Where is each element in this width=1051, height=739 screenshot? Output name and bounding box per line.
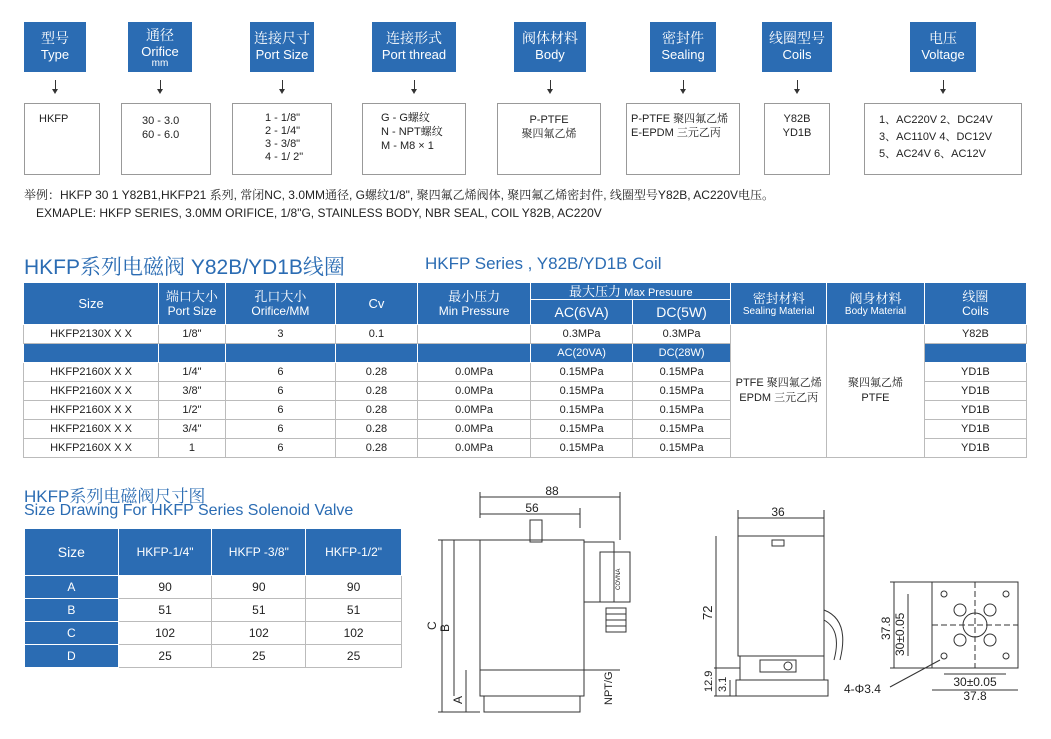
table-row	[24, 325, 1027, 344]
cell: 51	[212, 599, 306, 622]
dim-b: B	[438, 623, 452, 632]
cell: 0.28	[336, 382, 418, 401]
header-box-en: Body	[535, 47, 565, 62]
cell: 0.15MPa	[531, 439, 633, 458]
cell: D	[25, 645, 119, 668]
header-box-orifice	[128, 22, 192, 72]
body-cell: 聚四氟乙烯 PTFE	[827, 325, 925, 458]
cell: DC(28W)	[632, 344, 730, 363]
cell: 0.0MPa	[417, 401, 531, 420]
col-dc: DC(5W)	[632, 300, 730, 325]
cell: 25	[306, 645, 402, 668]
option-box-voltage	[864, 103, 1022, 175]
header-box-coils	[762, 22, 832, 72]
cell: 0.15MPa	[632, 363, 730, 382]
option-box-type	[24, 103, 100, 175]
col-half: HKFP-1/2"	[306, 529, 402, 576]
col-coils: 线圈 Coils	[924, 283, 1026, 325]
dim-72: 72	[700, 605, 715, 620]
cell: 0.15MPa	[632, 401, 730, 420]
cell: 102	[118, 622, 212, 645]
cell	[417, 325, 531, 344]
cell: 25	[212, 645, 306, 668]
header-box-body	[514, 22, 586, 72]
option-line: P-PTFE	[529, 114, 569, 126]
cell: 90	[212, 576, 306, 599]
option-line: Y82B	[783, 113, 811, 125]
cell: 0.15MPa	[632, 439, 730, 458]
option-box-coils	[764, 103, 830, 175]
holes-label: 4-Φ3.4	[844, 682, 881, 696]
size-table	[24, 528, 402, 668]
option-box-port-size	[232, 103, 332, 175]
cell: 90	[306, 576, 402, 599]
option-line: 30 - 3.0	[142, 115, 180, 127]
header-box-en: Coils	[782, 47, 812, 62]
cell: 0.0MPa	[417, 363, 531, 382]
option-line: E-EPDM 三元乙丙	[631, 127, 721, 139]
header-box-zh: 电压	[929, 30, 957, 46]
dim-36: 36	[771, 505, 785, 519]
header-box-zh: 通径	[146, 27, 174, 43]
col-cv: Cv	[336, 283, 418, 325]
cell: 0.28	[336, 363, 418, 382]
header-box-zh: 型号	[41, 30, 69, 46]
dim-12-9: 12.9	[703, 670, 715, 692]
table-row	[25, 599, 402, 622]
table-header-row	[25, 529, 402, 576]
thread-label: NPT/G	[603, 671, 615, 705]
option-line: P-PTFE 聚四氟乙烯	[631, 113, 729, 125]
cell: HKFP2160X X X	[24, 382, 159, 401]
col-size: Size	[25, 529, 119, 576]
header-box-type	[24, 22, 86, 72]
cell: 1/4"	[159, 363, 226, 382]
valve-drawing	[420, 480, 1040, 736]
option-line: M - M8 × 1	[381, 140, 434, 152]
header-box-sealing	[650, 22, 716, 72]
series-title-en: HKFP Series , Y82B/YD1B Coil	[425, 254, 662, 273]
cell: Y82B	[924, 325, 1026, 344]
cell	[225, 344, 335, 363]
example-zh: 举例：HKFP 30 1 Y82B1,HKFP21 系列, 常闭NC, 3.0MM通径, G螺纹1/8", 聚四氟乙烯阀体, 聚四氟乙烯密封件, 线圈型号Y82B, AC220V电压。	[24, 188, 774, 202]
dim-56: 56	[525, 501, 539, 515]
cell: 90	[118, 576, 212, 599]
header-box-unit: mm	[151, 58, 169, 69]
cell: 0.15MPa	[531, 382, 633, 401]
cell: HKFP2160X X X	[24, 439, 159, 458]
cell: 0.28	[336, 420, 418, 439]
option-box-body	[497, 103, 601, 175]
cell: A	[25, 576, 119, 599]
col-port: 端口大小 Port Size	[159, 283, 226, 325]
dim-30-horizontal: 30±0.05	[953, 675, 997, 689]
cell: HKFP2160X X X	[24, 401, 159, 420]
option-line: 3、AC110V 4、DC12V	[879, 131, 992, 143]
col-seal: 密封材料 Sealing Material	[731, 283, 827, 325]
cell: YD1B	[924, 439, 1026, 458]
col-three-eighths: HKFP -3/8"	[212, 529, 306, 576]
dim-88: 88	[545, 484, 559, 498]
cell	[336, 344, 418, 363]
cell: 0.28	[336, 401, 418, 420]
cell: 6	[225, 382, 335, 401]
cell: 6	[225, 439, 335, 458]
option-line: N - NPT螺纹	[381, 126, 443, 138]
cell	[24, 344, 159, 363]
dim-c: C	[425, 621, 439, 630]
spec-table	[23, 282, 1027, 458]
cell: 6	[225, 363, 335, 382]
header-box-zh: 连接形式	[386, 30, 442, 46]
col-body: 阀身材料 Body Material	[827, 283, 925, 325]
cell: 0.28	[336, 439, 418, 458]
cell: YD1B	[924, 401, 1026, 420]
dim-37-8-vertical: 37.8	[879, 616, 893, 640]
option-box-orifice	[121, 103, 211, 175]
cell: HKFP2130X X X	[24, 325, 159, 344]
header-box-en: Port thread	[381, 47, 447, 62]
cell: 0.1	[336, 325, 418, 344]
cell: 0.15MPa	[531, 420, 633, 439]
example-en: EXMAPLE: HKFP SERIES, 3.0MM ORIFICE, 1/8"G, STAINLESS BODY, NBR SEAL, COIL Y82B, AC220V	[36, 206, 602, 220]
cell: 6	[225, 420, 335, 439]
size-title-en: Size Drawing For HKFP Series Solenoid Valve	[24, 502, 354, 519]
cell: 0.0MPa	[417, 382, 531, 401]
brand-label: COVNA	[616, 568, 622, 590]
header-box-zh: 线圈型号	[769, 30, 825, 46]
header-box-en: Sealing	[661, 47, 705, 62]
dim-30-vertical: 30±0.05	[893, 612, 907, 656]
header-box-voltage	[910, 22, 976, 72]
option-line: HKFP	[39, 113, 69, 125]
col-quarter: HKFP-1/4"	[118, 529, 212, 576]
side-view-front	[425, 484, 630, 712]
dim-a: A	[451, 695, 465, 704]
cell: 25	[118, 645, 212, 668]
option-line: 聚四氟乙烯	[521, 128, 577, 140]
col-size: Size	[24, 283, 159, 325]
header-box-en: Port Size	[255, 47, 309, 62]
option-line: 4 - 1/ 2"	[265, 151, 304, 163]
table-row	[25, 622, 402, 645]
cell: AC(20VA)	[531, 344, 633, 363]
cell: 3/8"	[159, 382, 226, 401]
seal-cell: PTFE 聚四氟乙烯 EPDM 三元乙丙	[731, 325, 827, 458]
option-line: 1、AC220V 2、DC24V	[879, 114, 993, 126]
header-box-en: Voltage	[921, 47, 965, 62]
cell	[159, 344, 226, 363]
cell: 0.3MPa	[531, 325, 633, 344]
table-row	[25, 645, 402, 668]
cell: YD1B	[924, 420, 1026, 439]
cell: 0.15MPa	[632, 382, 730, 401]
cell: 6	[225, 401, 335, 420]
option-line: 1 - 1/8"	[265, 112, 301, 124]
cell: 0.0MPa	[417, 439, 531, 458]
cell: 3/4"	[159, 420, 226, 439]
dim-37-8-horizontal: 37.8	[963, 689, 987, 703]
cell: HKFP2160X X X	[24, 420, 159, 439]
cell: 0.15MPa	[531, 363, 633, 382]
cell: 1	[159, 439, 226, 458]
table-header-row	[24, 283, 1027, 300]
cell: HKFP2160X X X	[24, 363, 159, 382]
cell: 1/2"	[159, 401, 226, 420]
cell: 102	[306, 622, 402, 645]
header-box-zh: 阀体材料	[522, 30, 578, 46]
cell: 3	[225, 325, 335, 344]
cell: 51	[306, 599, 402, 622]
header-box-port-thread	[372, 22, 456, 72]
series-title-zh: HKFP系列电磁阀 Y82B/YD1B线圈	[24, 256, 345, 279]
cell: C	[25, 622, 119, 645]
header-box-zh: 密封件	[662, 30, 704, 46]
cell: 0.15MPa	[531, 401, 633, 420]
cell: 102	[212, 622, 306, 645]
cell: 0.15MPa	[632, 420, 730, 439]
cell: YD1B	[924, 363, 1026, 382]
option-line: 5、AC24V 6、AC12V	[879, 148, 986, 160]
option-line: YD1B	[782, 127, 812, 139]
header-box-en: Orifice	[141, 44, 179, 59]
size-title-zh: HKFP系列电磁阀尺寸图	[24, 487, 206, 506]
table-row	[25, 576, 402, 599]
header-box-zh: 连接尺寸	[254, 30, 310, 46]
cell: 0.0MPa	[417, 420, 531, 439]
option-box-sealing	[626, 103, 740, 175]
cell: B	[25, 599, 119, 622]
side-view-right	[700, 505, 843, 696]
cell	[417, 344, 531, 363]
col-ac: AC(6VA)	[531, 300, 633, 325]
cell: 0.3MPa	[632, 325, 730, 344]
cell: 1/8"	[159, 325, 226, 344]
option-line: 60 - 6.0	[142, 129, 180, 141]
cell	[924, 344, 1026, 363]
option-line: 2 - 1/4"	[265, 125, 301, 137]
col-min-pressure: 最小压力 Min Pressure	[417, 283, 531, 325]
cell: 51	[118, 599, 212, 622]
option-line: G - G螺纹	[381, 112, 430, 124]
dim-3-1: 3.1	[717, 676, 729, 692]
bottom-view	[844, 582, 1018, 703]
header-box-port-size	[250, 22, 314, 72]
option-box-port-thread	[362, 103, 466, 175]
col-max-pressure: 最大压力 Max Presuure	[531, 283, 731, 300]
col-orifice: 孔口大小 Orifice/MM	[225, 283, 335, 325]
option-line: 3 - 3/8"	[265, 138, 301, 150]
cell: YD1B	[924, 382, 1026, 401]
header-box-en: Type	[40, 47, 70, 62]
